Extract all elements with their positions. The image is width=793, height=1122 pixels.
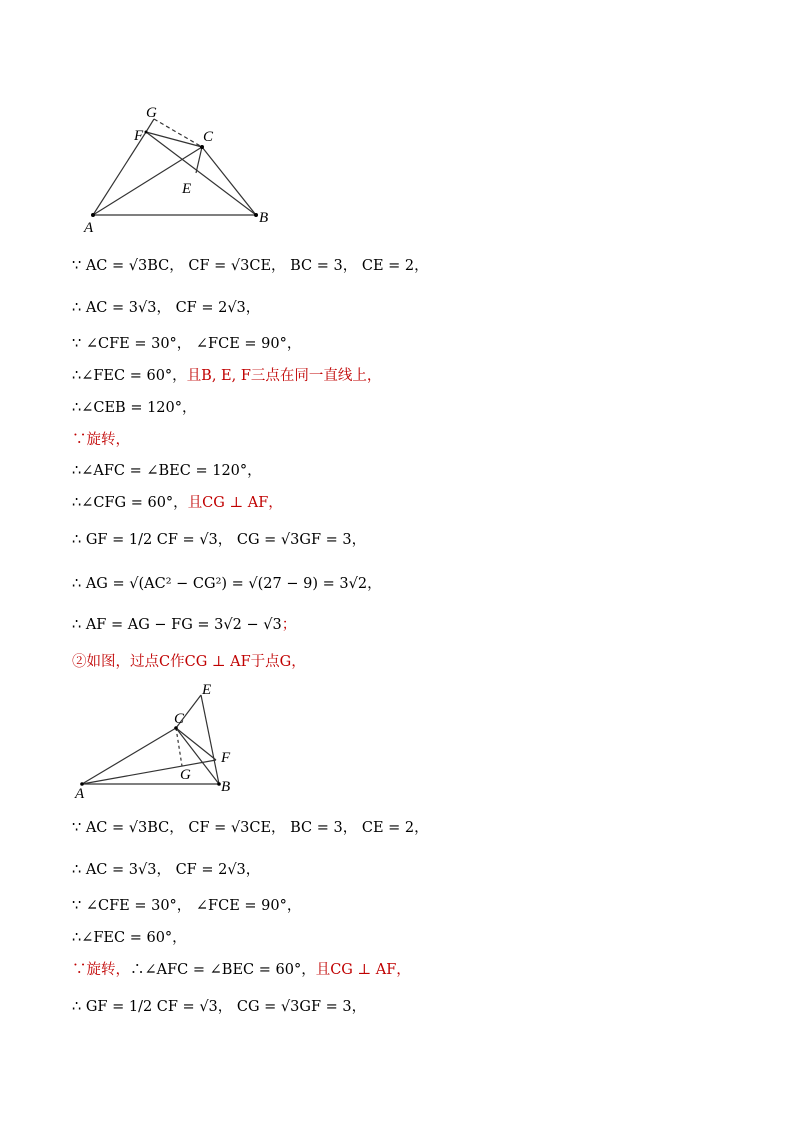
line-8-note: 且CG ⊥ AF，: [187, 495, 283, 511]
label-C: C: [203, 129, 214, 145]
segment-AF: [93, 132, 146, 215]
label-E-2: E: [202, 682, 212, 698]
segment-EB-2: [201, 695, 219, 784]
solution-line-6: ∵旋转，: [72, 432, 130, 448]
label-B-2: B: [221, 779, 231, 795]
label-C-2: C: [174, 711, 185, 727]
label-A-2: A: [75, 786, 85, 802]
solution-line-16: ∴∠FEC = 60°，: [72, 930, 187, 946]
line-17-note: 且CG ⊥ AF，: [315, 962, 411, 978]
label-B: B: [259, 210, 269, 226]
segment-CE: [196, 147, 202, 173]
solution-line-15: ∵ ∠CFE = 30°， ∠FCE = 90°，: [72, 898, 302, 914]
line-11-math: ∴ AF = AG − FG = 3√2 − √3: [72, 617, 282, 633]
label-G-2: G: [180, 767, 191, 783]
solution-line-18: ∴ GF = 1/2 CF = √3， CG = √3GF = 3，: [72, 999, 367, 1015]
solution-line-7: ∴∠AFC = ∠BEC = 120°，: [72, 463, 262, 479]
line-4-math: ∴∠FEC = 60°，: [72, 368, 187, 384]
solution-line-9: ∴ GF = 1/2 CF = √3， CG = √3GF = 3，: [72, 532, 367, 548]
solution-line-4: [72, 366, 381, 386]
solution-line-17: [72, 960, 411, 980]
line-11-end: ；: [281, 617, 297, 633]
segment-FC: [146, 132, 202, 147]
label-G: G: [146, 105, 157, 121]
solution-line-8: [72, 493, 283, 513]
solution-line-14: ∴ AC = 3√3， CF = 2√3，: [72, 862, 261, 878]
label-F-2: F: [221, 750, 231, 766]
label-A: A: [84, 220, 94, 236]
solution-line-1: ∵ AC = √3BC， CF = √3CE， BC = 3， CE = 2，: [72, 258, 429, 274]
solution-line-13: ∵ AC = √3BC， CF = √3CE， BC = 3， CE = 2，: [72, 820, 429, 836]
segment-FB: [146, 132, 256, 215]
line-17-rotate: ∵旋转，: [72, 962, 130, 978]
line-17-math: ∴∠AFC = ∠BEC = 60°，: [130, 962, 316, 978]
segment-CF-2: [176, 728, 216, 760]
solution-line-5: ∴∠CEB = 120°，: [72, 400, 197, 416]
label-E: E: [182, 181, 192, 197]
solution-line-10: ∴ AG = √(AC² − CG²) = √(27 − 9) = 3√2，: [72, 576, 382, 592]
solution-line-3: ∵ ∠CFE = 30°， ∠FCE = 90°，: [72, 336, 302, 352]
solution-line-12: ②如图，过点C作CG ⊥ AF于点G，: [72, 654, 306, 670]
line-4-note: 且B, E, F三点在同一直线上，: [186, 368, 382, 384]
figure-1-diagram: [70, 95, 290, 245]
figure-2-diagram: [70, 680, 250, 805]
solution-line-11: [72, 615, 296, 635]
solution-line-2: ∴ AC = 3√3， CF = 2√3，: [72, 300, 261, 316]
label-F: F: [134, 128, 144, 144]
line-8-math: ∴∠CFG = 60°，: [72, 495, 188, 511]
